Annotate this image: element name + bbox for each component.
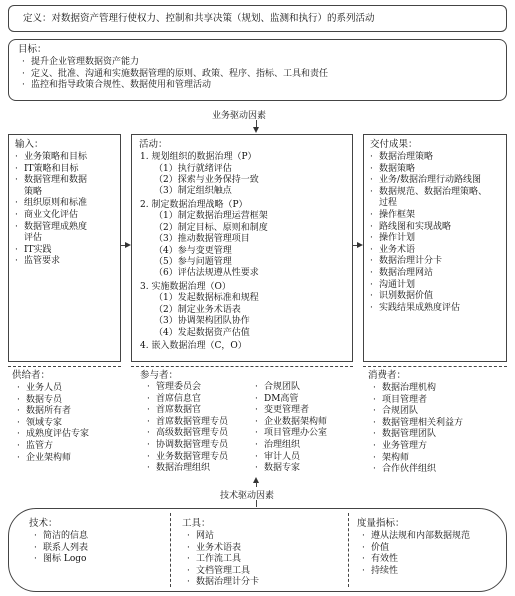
tools-list	[182, 531, 259, 589]
techniques-list	[29, 531, 88, 566]
activity-group-heading: 4. 嵌入数据治理（C，O）	[140, 341, 247, 352]
participants-col1	[146, 382, 228, 475]
metrics-title: 度量指标：	[357, 518, 405, 529]
metric-item: · 价值	[362, 542, 390, 553]
input-item: · 业务策略和目标	[15, 152, 88, 162]
separator-center	[131, 366, 353, 367]
supplier-item: · 监管方	[17, 440, 54, 451]
metrics-section	[357, 518, 470, 577]
activity-step: （2）探索与业务保持一致	[154, 175, 259, 185]
activity-step: （3）制定组织触点	[154, 186, 232, 197]
participants-section	[140, 370, 355, 475]
consumer-item: · 架构师	[373, 452, 410, 463]
deliverable-item: · 数据治理策略	[370, 152, 434, 162]
deliverables-title: 交付成果：	[370, 139, 418, 150]
participant-item: · 高级数据管理专员	[147, 428, 229, 439]
deliverable-item: · 路线图和实现战略	[370, 221, 452, 232]
tool-item: · 文档管理工具	[187, 565, 251, 576]
participant-item: · 企业数据架构师	[255, 416, 328, 427]
consumer-item: · 业务管理方	[373, 440, 428, 451]
participant-item: · 数据治理组织	[147, 463, 211, 474]
deliverable-item: · 操作计划	[370, 233, 416, 244]
supplier-item: · 数据所有者	[17, 406, 72, 417]
consumers-section	[368, 370, 508, 476]
inputs-list	[14, 152, 87, 268]
input-item: · 数据管理成熟度 评估	[15, 221, 88, 244]
consumer-item: · 项目管理者	[373, 394, 428, 405]
participant-item: · 首席信息官	[147, 393, 202, 404]
activity-step: （2）制定业务术语表	[154, 304, 241, 315]
input-item: · 商业文化评估	[15, 209, 79, 220]
participants-col2	[254, 382, 327, 475]
technique-item: · 图标 Logo	[34, 554, 87, 565]
goals-box	[8, 39, 507, 101]
consumers-title: 消费者：	[368, 370, 407, 381]
tools-section	[182, 518, 259, 589]
activity-group-heading: 3. 实施数据治理（O）	[140, 281, 231, 292]
deliverable-item: · 数据治理网站	[370, 267, 434, 278]
activity-step: （2）制定目标、原则和制度	[154, 222, 268, 233]
deliverable-item: · 识别数据价值	[370, 291, 434, 302]
deliverable-item: · 业务/数据治理行动路线图	[370, 175, 482, 186]
techniques-section	[29, 518, 88, 566]
tool-item: · 网站	[187, 531, 215, 541]
participant-item: · 业务数据管理专员	[147, 451, 229, 462]
separator-left	[8, 366, 121, 367]
input-item: · IT实践	[15, 244, 52, 255]
tech-drivers-label: 技术驱动因素	[220, 491, 275, 501]
input-item: · 数据管理和数据 策略	[15, 175, 88, 197]
deliverable-item: · 数据治理计分卡	[370, 256, 443, 267]
participant-item: · DM高管	[255, 393, 299, 404]
participants-title: 参与者：	[140, 370, 179, 381]
activity-group-heading: 1. 规划组织的数据治理（P）	[140, 152, 257, 162]
activity-step: （3）协调架构团队协作	[154, 316, 250, 327]
activity-group-heading: 2. 制定数据治理战略（P）	[140, 199, 248, 210]
participant-item: · 合规团队	[255, 382, 301, 392]
tools-title: 工具：	[182, 518, 211, 529]
deliverable-item: · 操作框架	[370, 209, 416, 220]
deliverable-item: · 数据策略	[370, 163, 416, 174]
tool-item: · 工作流工具	[187, 554, 242, 565]
suppliers-list	[12, 383, 124, 464]
metric-item: · 遵从法规和内部数据规范	[362, 531, 471, 541]
supplier-item: · 数据专员	[17, 394, 63, 405]
participant-item: · 管理委员会	[147, 382, 202, 392]
activities-title: 活动：	[139, 139, 168, 150]
activity-step: （4）发起数据资产估值	[154, 327, 250, 338]
participant-item: · 数据专家	[255, 463, 301, 474]
activity-step: （1）执行就绪评估	[154, 163, 232, 174]
goal-item: · 定义、批准、沟通和实施数据管理的原则、政策、程序、指标、工具和责任	[22, 68, 329, 79]
tool-item: · 数据治理计分卡	[187, 577, 260, 588]
consumer-item: · 数据治理机构	[373, 383, 437, 393]
goal-item: · 提升企业管理数据资产能力	[22, 57, 140, 67]
input-item: · 监管要求	[15, 256, 61, 267]
separator-right	[363, 366, 507, 367]
tech-drivers-line	[256, 482, 257, 487]
participant-item: · 审计人员	[255, 451, 301, 462]
business-drivers-label: 业务驱动因素	[212, 111, 267, 121]
participant-item: · 变更管理者	[255, 405, 310, 416]
techniques-title: 技术：	[29, 518, 58, 529]
definition-box	[8, 5, 507, 32]
participant-item: · 项目管理办公室	[255, 428, 328, 439]
definition-text: 定义：对数据资产管理行使权力、控制和共享决策（规划、监测和执行）的系列活动	[23, 13, 375, 24]
supplier-item: · 业务人员	[17, 383, 63, 393]
goals-title: 目标：	[18, 44, 47, 55]
input-item: · 组织原则和标准	[15, 198, 88, 209]
technique-item: · 简洁的信息	[34, 531, 89, 541]
activity-step: （6）评估法规遵从性要求	[154, 268, 259, 279]
technical-divider-2	[348, 513, 349, 587]
consumer-item: · 数据管理相关利益方	[373, 417, 464, 428]
technique-item: · 联系人列表	[34, 542, 89, 553]
metric-item: · 持续性	[362, 565, 399, 576]
deliverables-box	[363, 134, 507, 362]
supplier-item: · 企业架构师	[17, 452, 72, 463]
technical-divider-1	[170, 513, 171, 587]
tech-drivers-line-lower	[256, 500, 257, 507]
metrics-list	[357, 531, 470, 577]
activities-box	[131, 134, 353, 362]
metric-item: · 有效性	[362, 554, 399, 565]
activity-step: （1）发起数据标准和规程	[154, 293, 259, 304]
inputs-title: 输入：	[15, 139, 44, 150]
participant-item: · 首席数据官	[147, 405, 202, 416]
suppliers-section	[12, 370, 124, 464]
consumer-item: · 数据管理团队	[373, 429, 437, 440]
deliverable-item: · 业务术语	[370, 244, 416, 255]
input-item: · IT策略和目标	[15, 163, 79, 174]
supplier-item: · 成熟度评估专家	[17, 429, 90, 440]
deliverables-list	[369, 152, 487, 314]
consumers-list	[368, 383, 508, 476]
deliverable-item: · 数据规范、数据治理策略、 过程	[370, 186, 488, 209]
supplier-item: · 领域专家	[17, 417, 63, 428]
suppliers-title: 供给者：	[12, 370, 51, 381]
activity-step: （1）制定数据治理运营框架	[154, 211, 268, 222]
deliverable-item: · 实践结果成熟度评估	[370, 302, 461, 313]
goals-list	[21, 57, 328, 92]
tool-item: · 业务术语表	[187, 542, 242, 553]
goal-item: · 监控和指导政策合规性、数据使用和管理活动	[22, 80, 212, 91]
participant-item: · 治理组织	[255, 439, 301, 450]
consumer-item: · 合规团队	[373, 406, 419, 417]
inputs-box	[8, 134, 121, 362]
deliverable-item: · 沟通计划	[370, 279, 416, 290]
activities-content	[140, 152, 268, 353]
participant-item: · 协调数据管理专员	[147, 439, 229, 450]
consumer-item: · 合作伙伴组织	[373, 464, 437, 475]
participant-item: · 首席数据管理专员	[147, 416, 229, 427]
activity-step: （3）推动数据管理项目	[154, 234, 250, 245]
business-drivers-arrow	[253, 127, 259, 133]
technical-box	[8, 508, 507, 592]
activity-step: （5）参与问题管理	[154, 257, 232, 268]
activity-step: （4）参与变更管理	[154, 245, 232, 256]
